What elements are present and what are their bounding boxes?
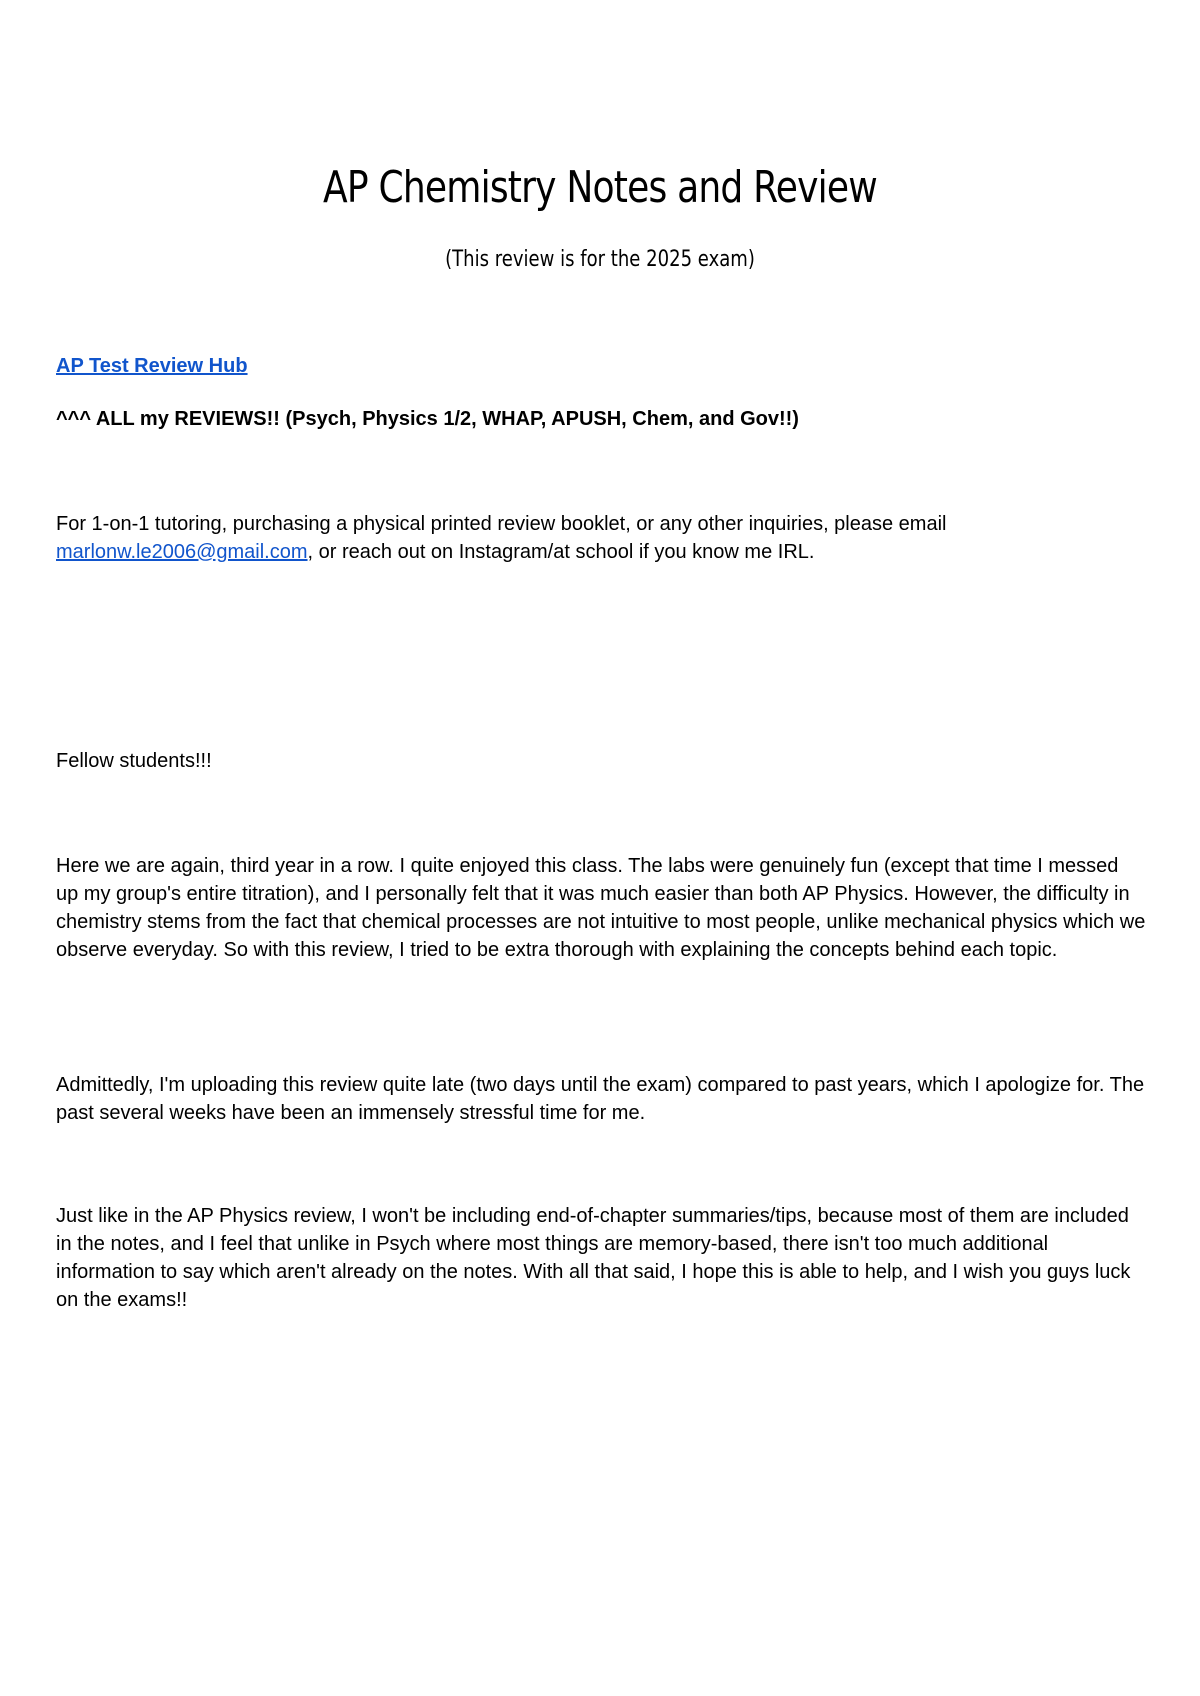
intro-paragraph-2: Admittedly, I'm uploading this review quite late (two days until the exam) compared to past years, which I apologize for. The past several weeks have been an immensely stressful time for me. xyxy=(56,1074,1145,1124)
intro-paragraph-1: Here we are again, third year in a row. I quite enjoyed this class. The labs were genuinely fun (except that time I messed up my group's entire titration), and I personally felt that it was much easier than both AP Physics. However, the difficulty in chemistry stems from the fact that chemical processes are not intuitive to most people, unlike mechanical physics which we observe everyday. So with this review, I tried to be extra thorough with explaining the concepts behind each topic. xyxy=(56,855,1146,961)
email-link[interactable]: marlonw.le2006@gmail.com xyxy=(56,541,308,563)
greeting-line: Fellow students!!! xyxy=(56,750,212,772)
tutoring-text-before: For 1-on-1 tutoring, purchasing a physical printed review booklet, or any other inquiries, please email xyxy=(56,513,947,535)
tutoring-paragraph xyxy=(56,510,1146,566)
intro-paragraph-3: Just like in the AP Physics review, I won't be including end-of-chapter summaries/tips, because most of them are included in the notes, and I feel that unlike in Psych where most things are memory-based, there isn't too much additional information to say which aren't already on the notes. With all that said, I hope this is able to help, and I wish you guys luck on the exams!! xyxy=(56,1205,1131,1311)
tutoring-text-after: , or reach out on Instagram/at school if you know me IRL. xyxy=(307,541,815,563)
document-subtitle: (This review is for the 2025 exam) xyxy=(445,247,755,272)
document-title: AP Chemistry Notes and Review xyxy=(323,162,877,213)
reviews-list-line: ^^^ ALL my REVIEWS!! (Psych, Physics 1/2, WHAP, APUSH, Chem, and Gov!!) xyxy=(56,408,799,430)
review-hub-link[interactable]: AP Test Review Hub xyxy=(56,355,248,377)
hub-link-line xyxy=(56,352,1146,380)
